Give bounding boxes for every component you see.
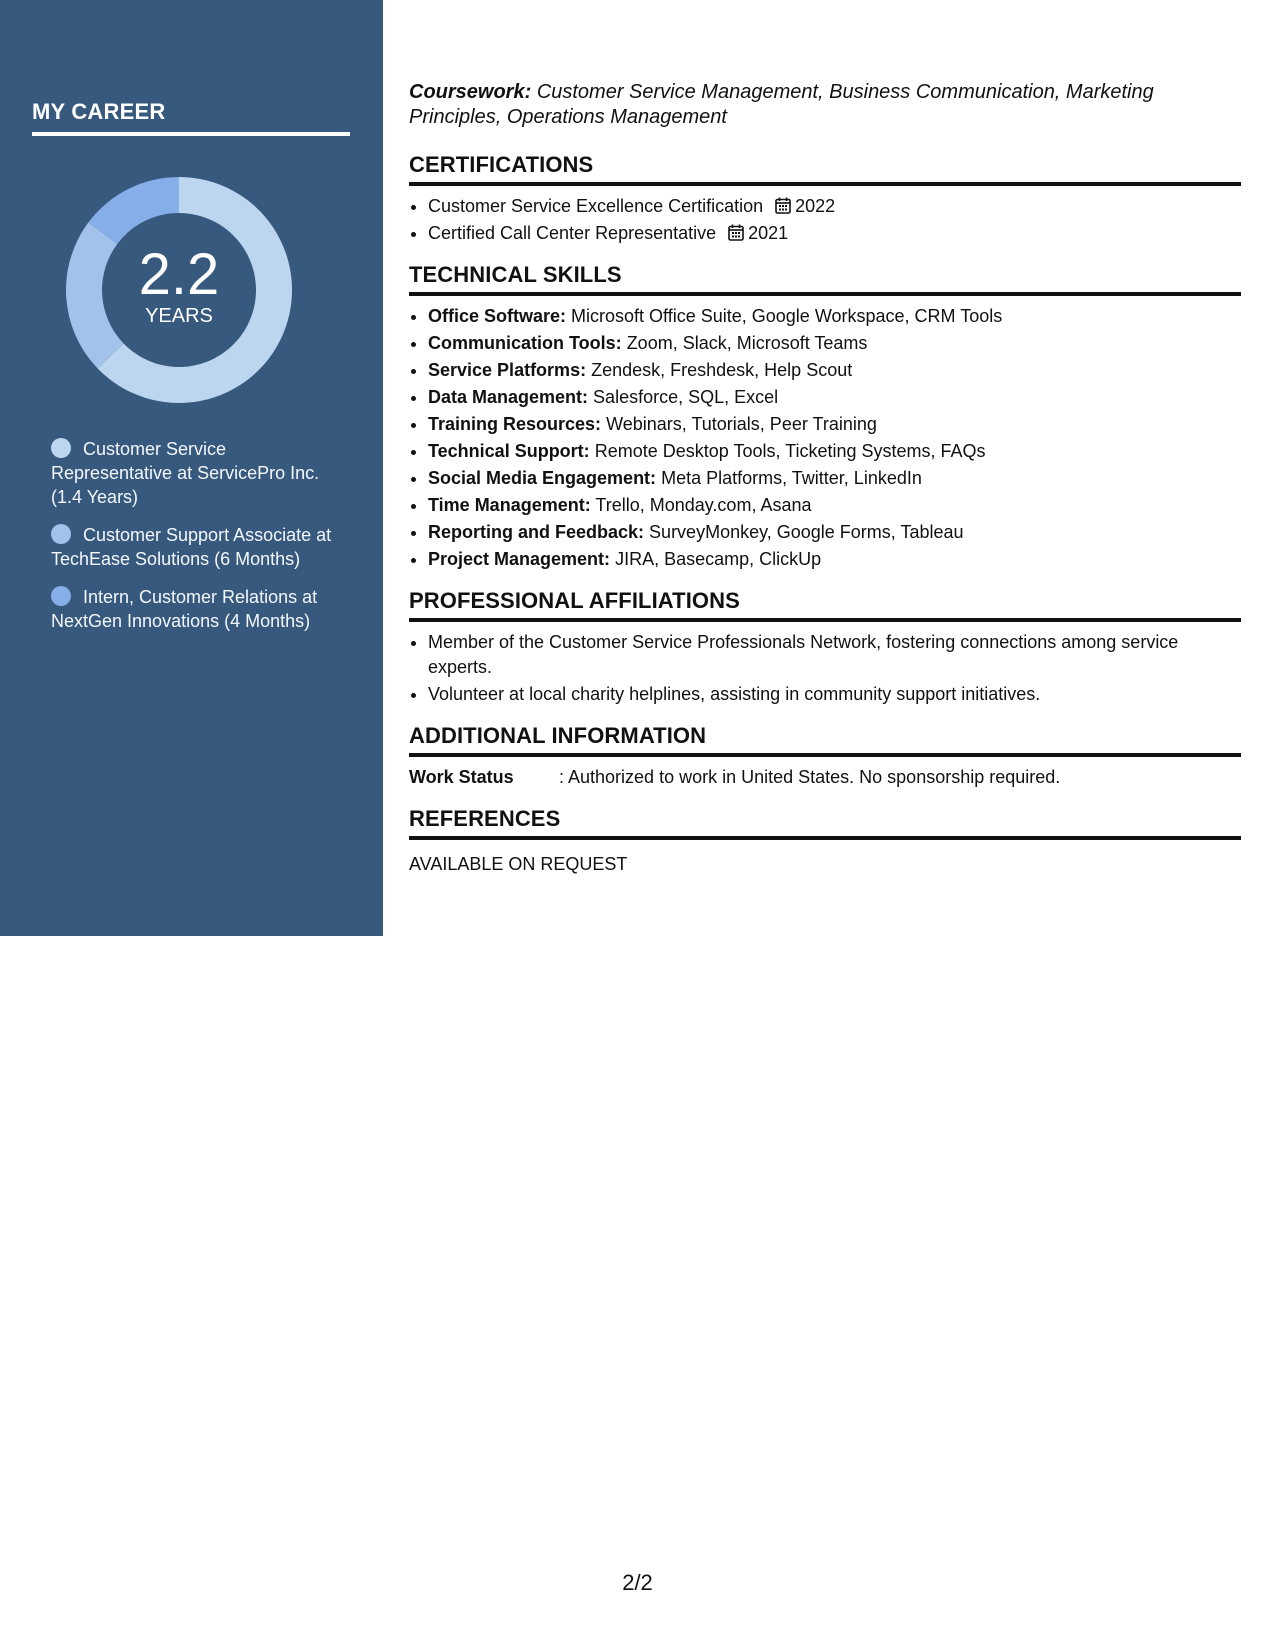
- additional-info-heading: ADDITIONAL INFORMATION: [409, 723, 1241, 757]
- skill-label: Data Management:: [428, 387, 589, 407]
- skill-item: [428, 547, 1241, 572]
- skill-label: Training Resources:: [428, 414, 602, 434]
- affiliations-list: [409, 630, 1241, 707]
- additional-info-section: [409, 723, 1241, 790]
- certifications-section: [409, 152, 1241, 246]
- certification-year: 2021: [748, 223, 789, 243]
- skill-value: Remote Desktop Tools, Ticketing Systems, FAQs: [594, 441, 986, 461]
- career-donut-chart: [66, 177, 292, 403]
- skill-label: Project Management:: [428, 549, 611, 569]
- certifications-list: [409, 194, 1241, 246]
- work-status-label: Work Status: [409, 767, 514, 787]
- affiliation-item: • Member of the Customer Service Professionals Network, fostering connections among service experts.: [428, 630, 1241, 680]
- certification-name: Certified Call Center Representative: [428, 223, 717, 243]
- skill-item: [428, 412, 1241, 437]
- career-item: [51, 523, 341, 571]
- skill-item: [428, 331, 1241, 356]
- skills-heading: TECHNICAL SKILLS: [409, 262, 1241, 296]
- career-item: [51, 585, 341, 633]
- certification-item: [428, 194, 1241, 219]
- certification-year: 2022: [795, 196, 836, 216]
- skill-item: [428, 385, 1241, 410]
- affiliations-section: [409, 588, 1241, 707]
- skill-value: Meta Platforms, Twitter, LinkedIn: [661, 468, 922, 488]
- calendar-icon: [728, 224, 744, 241]
- career-sidebar: [0, 0, 383, 936]
- skill-item: [428, 439, 1241, 464]
- skill-value: Microsoft Office Suite, Google Workspace, CRM Tools: [571, 306, 1003, 326]
- skill-label: Communication Tools:: [428, 333, 622, 353]
- skill-label: Service Platforms:: [428, 360, 587, 380]
- skill-value: Zoom, Slack, Microsoft Teams: [626, 333, 868, 353]
- references-heading: REFERENCES: [409, 806, 1241, 840]
- skill-value: JIRA, Basecamp, ClickUp: [615, 549, 822, 569]
- affiliations-heading: PROFESSIONAL AFFILIATIONS: [409, 588, 1241, 622]
- legend-dot-icon: [51, 524, 71, 544]
- skill-label: Office Software:: [428, 306, 567, 326]
- career-item-text: Customer Support Associate at TechEase Solutions (6 Months): [51, 525, 332, 569]
- skills-list: [409, 304, 1241, 572]
- career-item-text: Intern, Customer Relations at NextGen Innovations (4 Months): [51, 587, 318, 631]
- coursework: [409, 80, 1241, 130]
- affiliation-item: • Volunteer at local charity helplines, assisting in community support initiatives.: [428, 682, 1241, 707]
- skill-label: Social Media Engagement:: [428, 468, 657, 488]
- work-status-row: [409, 765, 1241, 790]
- work-status-value: : Authorized to work in United States. No sponsorship required.: [559, 767, 1061, 787]
- coursework-text: Customer Service Management, Business Communication, Marketing Principles, Operations Management: [409, 81, 1154, 128]
- total-years-unit: YEARS: [145, 304, 213, 327]
- skill-label: Time Management:: [428, 495, 591, 515]
- career-item-text: Customer Service Representative at ServicePro Inc. (1.4 Years): [51, 439, 320, 507]
- donut-segment-2: [66, 222, 124, 368]
- references-text: AVAILABLE ON REQUEST: [409, 854, 628, 874]
- skill-item: [428, 466, 1241, 491]
- total-years-value: 2.2: [138, 241, 220, 307]
- skill-label: Reporting and Feedback:: [428, 522, 645, 542]
- coursework-label: Coursework:: [409, 81, 532, 103]
- skill-value: Trello, Monday.com, Asana: [595, 495, 812, 515]
- certification-name: Customer Service Excellence Certification: [428, 196, 764, 216]
- legend-dot-icon: [51, 438, 71, 458]
- skill-item: [428, 520, 1241, 545]
- calendar-icon: [775, 197, 791, 214]
- skill-value: Zendesk, Freshdesk, Help Scout: [591, 360, 853, 380]
- skill-value: SurveyMonkey, Google Forms, Tableau: [649, 522, 964, 542]
- references-section: [409, 806, 1241, 877]
- certifications-heading: CERTIFICATIONS: [409, 152, 1241, 186]
- page-number: 2/2: [622, 1570, 653, 1595]
- skill-item: [428, 304, 1241, 329]
- skill-item: [428, 358, 1241, 383]
- main-content: [409, 80, 1241, 893]
- career-list: [51, 437, 341, 647]
- skills-section: [409, 262, 1241, 572]
- certification-item: [428, 221, 1241, 246]
- skill-value: Webinars, Tutorials, Peer Training: [606, 414, 877, 434]
- skill-value: Salesforce, SQL, Excel: [593, 387, 779, 407]
- skill-item: [428, 493, 1241, 518]
- career-title: MY CAREER: [32, 99, 350, 136]
- career-item: [51, 437, 341, 509]
- skill-label: Technical Support:: [428, 441, 590, 461]
- legend-dot-icon: [51, 586, 71, 606]
